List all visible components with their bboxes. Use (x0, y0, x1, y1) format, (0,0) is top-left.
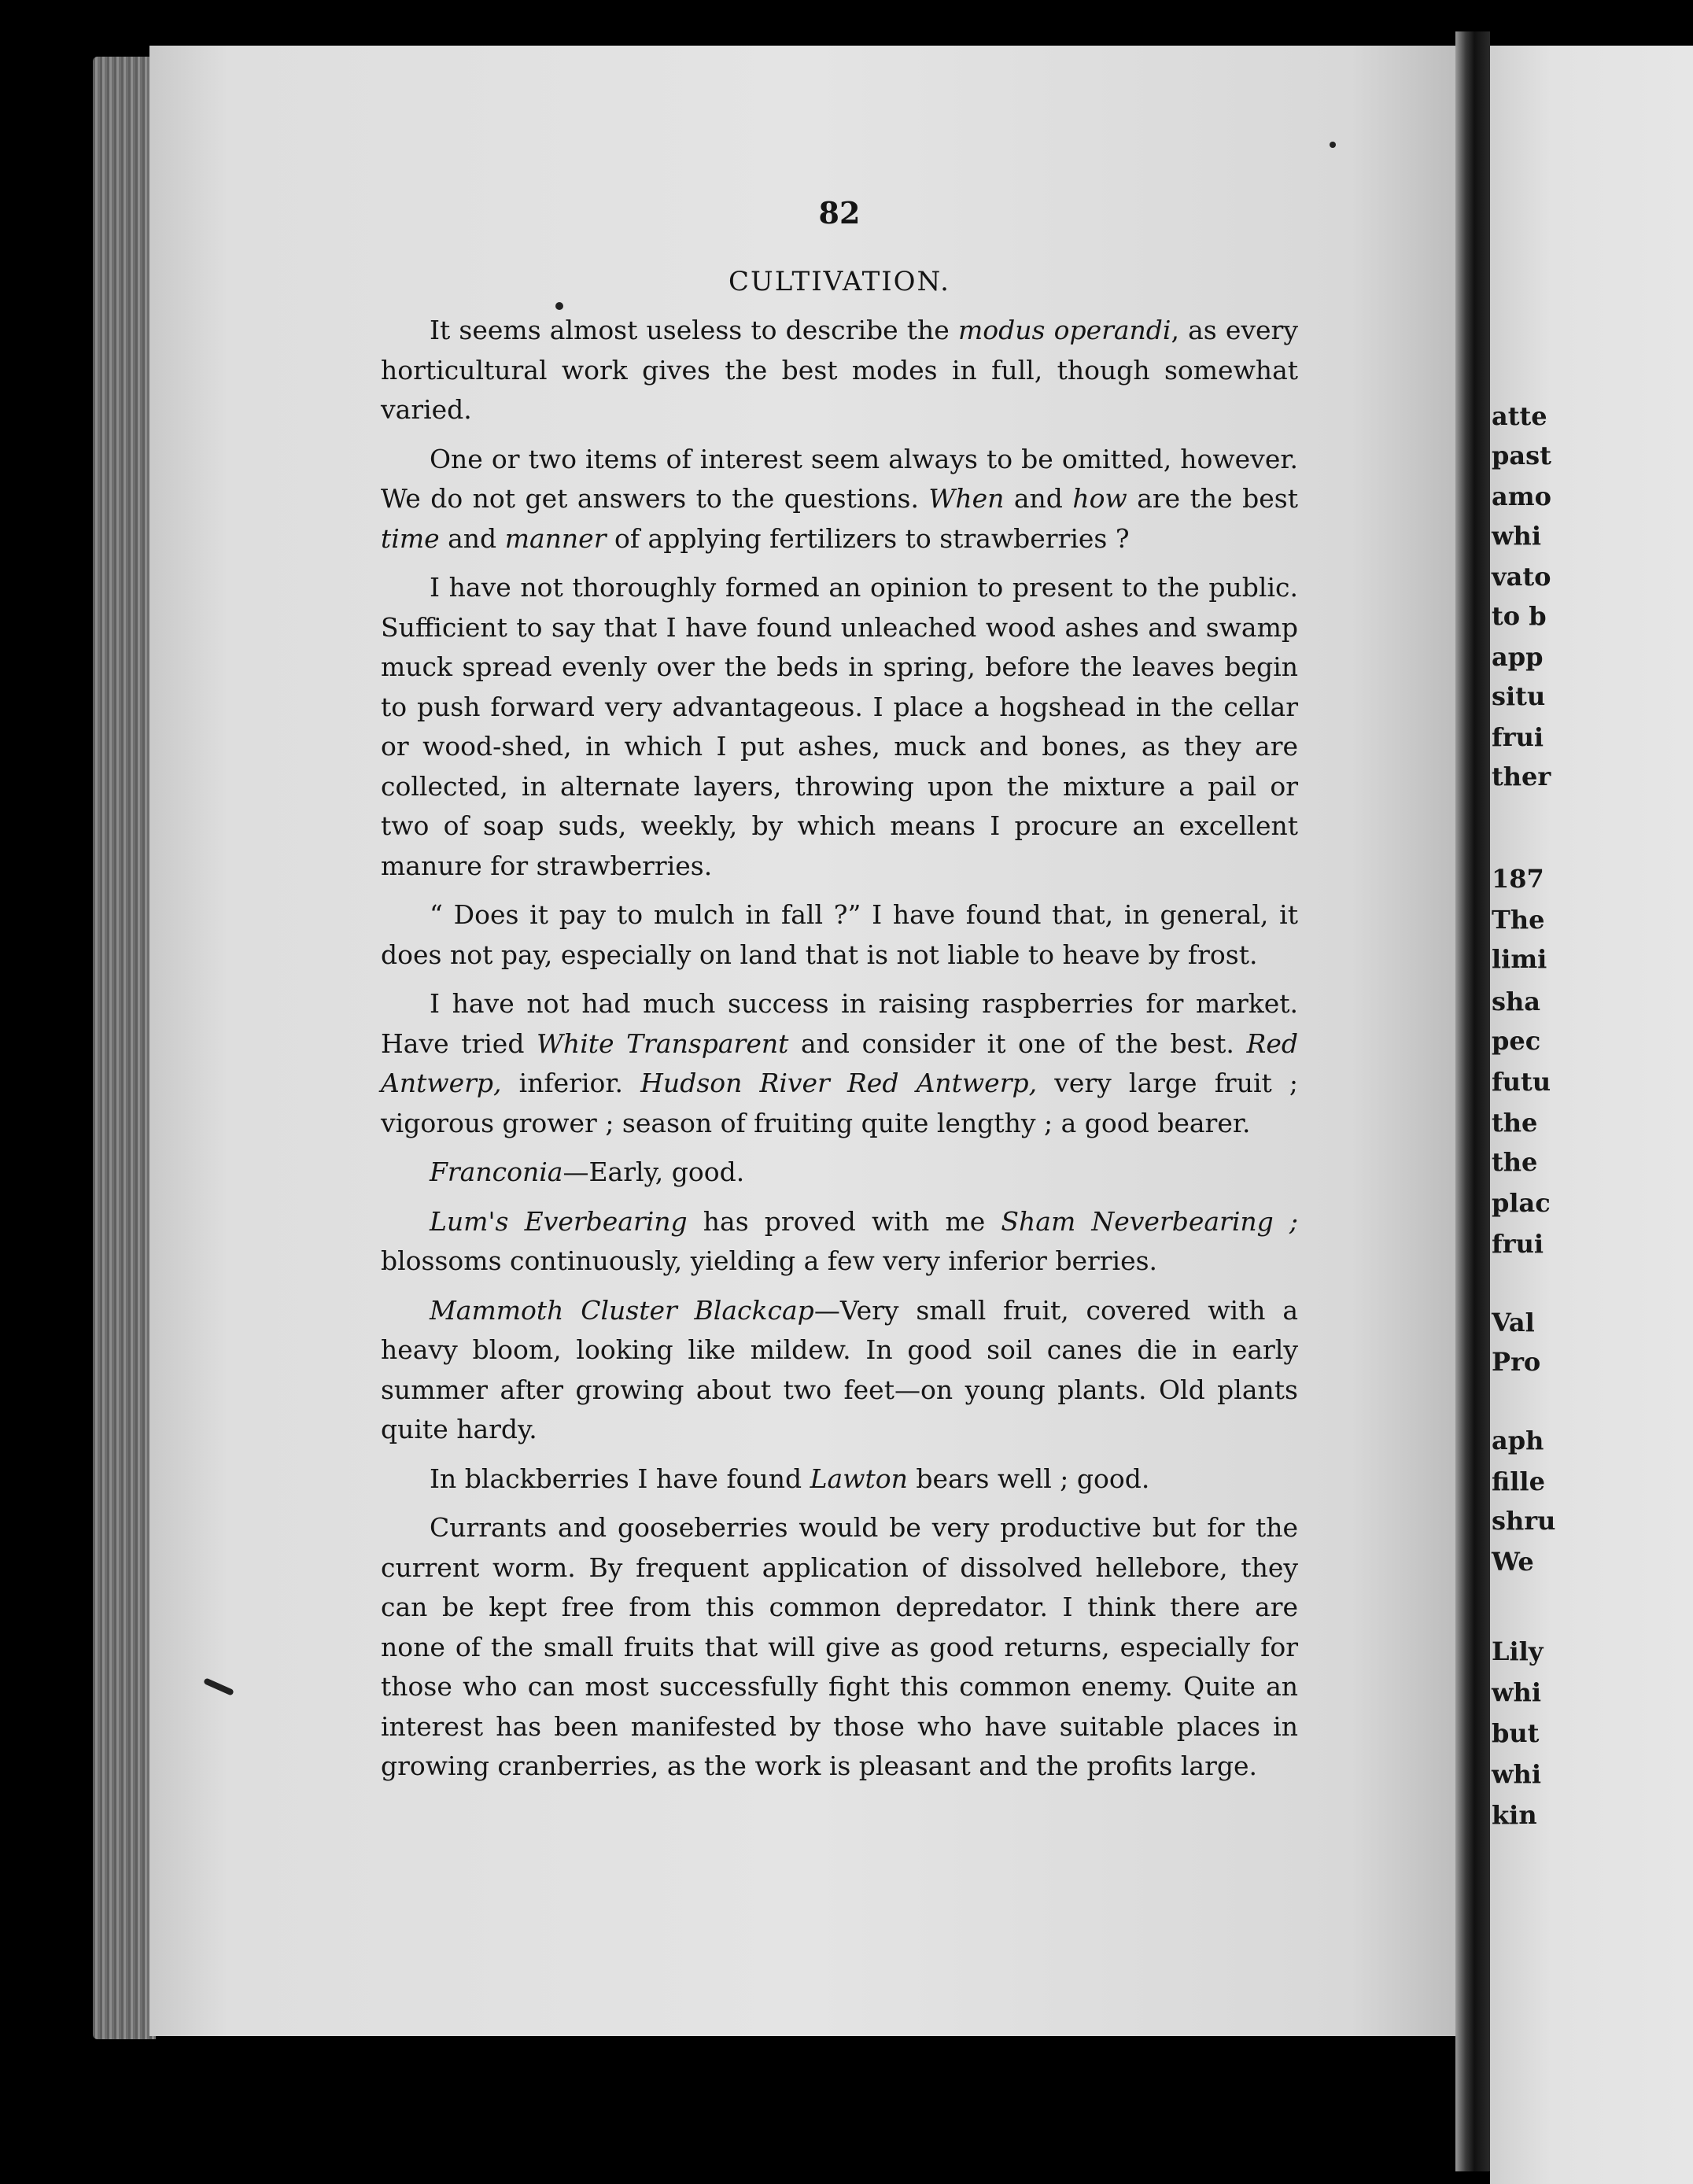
facing-page-line: atte (1492, 401, 1547, 431)
page-stack-edge (93, 57, 156, 2039)
italic-text: how (1072, 483, 1127, 514)
text-run: and (1004, 483, 1073, 514)
italic-text: time (381, 522, 440, 554)
italic-text: Lum's Everbearing (430, 1205, 688, 1237)
page-text (381, 165, 1298, 1796)
facing-page-line: aph (1492, 1426, 1544, 1455)
paragraph (381, 1291, 1298, 1450)
facing-page-line: fille (1492, 1466, 1545, 1496)
italic-text: When (928, 483, 1005, 514)
facing-page-line: kin (1492, 1800, 1537, 1830)
text-run: —Very small fruit, covered with a heavy bloom, looking like mildew. In good soil canes die in early summer after growing about two feet—on young plants. Old plants quite hardy. (381, 1294, 1298, 1444)
italic-text: Hudson River Red Antwerp, (640, 1068, 1038, 1098)
facing-page-line: Lily (1492, 1636, 1544, 1666)
italic-text: Sham Neverbearing ; (1001, 1205, 1299, 1237)
text-run: and (439, 522, 505, 554)
scan-speck (555, 302, 563, 310)
paragraph (381, 1508, 1298, 1787)
facing-page-line: app (1492, 642, 1544, 672)
facing-page-line: shru (1492, 1506, 1556, 1536)
facing-page-line: but (1492, 1718, 1540, 1748)
facing-page-line: We (1492, 1547, 1534, 1577)
facing-page-line: sha (1492, 987, 1541, 1016)
italic-text: Red Antwerp, (381, 1027, 1298, 1098)
facing-page-line: vato (1492, 562, 1551, 592)
facing-page-line: the (1492, 1108, 1538, 1138)
text-run: of applying fertilizers to strawberries ? (606, 522, 1130, 554)
text-run: “ Does it pay to mulch in fall ?” I have found that, in general, it does not pay, especially on land that is not liable to heave by frost. (381, 899, 1298, 970)
text-run: blossoms continuously, yielding a few very inferior berries. (381, 1245, 1158, 1276)
facing-page-line: plac (1492, 1188, 1551, 1218)
facing-page-line: the (1492, 1147, 1538, 1177)
facing-page-line: futu (1492, 1067, 1551, 1097)
italic-text: modus operandi (957, 315, 1171, 345)
italic-text: manner (504, 522, 607, 554)
italic-text: Lawton (810, 1463, 908, 1494)
paragraph (381, 984, 1298, 1143)
facing-page-line: whi (1492, 1759, 1541, 1789)
paragraph (381, 895, 1298, 975)
text-run: In blackberries I have found (430, 1463, 810, 1494)
text-run: Currants and gooseberries would be very productive but for the current worm. By frequent application of dissolved hellebore, they can be kept free from this common depredator. I think there are none of the small fruits that will give as good returns, especially for those who can most successfully fight this common enemy. Quite an interest has been manifested by those who have suitable places in growing cranberries, as the work is pleasant and the profits large. (381, 1512, 1298, 1781)
paragraphs (381, 311, 1298, 1787)
facing-page-line: The (1492, 905, 1545, 935)
page-heading: CULTIVATION. (728, 265, 950, 297)
facing-page-line: frui (1492, 1229, 1544, 1259)
facing-page-line: amo (1492, 481, 1551, 511)
facing-page (1490, 46, 1693, 2184)
text-run: are the best (1127, 483, 1298, 514)
facing-page-line: past (1492, 441, 1551, 470)
scan-speck (1330, 142, 1336, 148)
facing-page-line: frui (1492, 722, 1544, 752)
book-gutter (1455, 31, 1490, 2171)
facing-page-line: whi (1492, 521, 1541, 551)
text-run: bears well ; good. (907, 1463, 1150, 1494)
text-run: —Early, good. (562, 1157, 745, 1187)
italic-text: Mammoth Cluster Blackcap (430, 1294, 814, 1326)
page-number: 82 (818, 195, 861, 231)
paragraph (381, 1153, 1298, 1193)
text-run: I have not had much success in raising raspberries for market. Have tried (381, 988, 1298, 1059)
facing-page-line: ther (1492, 762, 1551, 791)
italic-text: Franconia (430, 1157, 563, 1187)
paragraph (381, 1202, 1298, 1282)
facing-page-line: to b (1492, 601, 1547, 631)
facing-page-line: pec (1492, 1026, 1541, 1056)
facing-page-line: limi (1492, 944, 1547, 974)
facing-page-line: whi (1492, 1677, 1541, 1707)
facing-page-line: situ (1492, 681, 1546, 711)
text-run: It seems almost useless to describe the (430, 315, 958, 345)
text-run: One or two items of interest seem always to be omitted, however. We do not get answers to the questions. (381, 443, 1298, 514)
facing-page-line: Val (1492, 1308, 1535, 1337)
text-run: inferior. (501, 1068, 641, 1098)
paragraph (381, 1459, 1298, 1500)
paragraph (381, 311, 1298, 430)
text-run: I have not thoroughly formed an opinion to present to the public. Sufficient to say that I have found unleached wood ashes and swamp muck spread evenly over the beds in spring, before the leaves begin to push forward very advantageous. I place a hogshead in the cellar or wood-shed, in which I put ashes, muck and bones, as they are collected, in alternate layers, throwing upon the mixture a pail or two of soap suds, weekly, by which means I procure an excellent manure for strawberries. (381, 572, 1298, 881)
facing-page-line: Pro (1492, 1347, 1541, 1377)
italic-text: White Transparent (537, 1027, 789, 1059)
facing-page-line: 187 (1492, 864, 1544, 894)
paragraph (381, 440, 1298, 559)
text-run: has proved with me (687, 1205, 1001, 1237)
text-run: very large fruit ; vigorous grower ; season of fruiting quite lengthy ; a good bearer. (381, 1068, 1298, 1138)
paragraph (381, 568, 1298, 886)
text-run: and consider it one of the best. (788, 1027, 1247, 1059)
text-run: , as every horticultural work gives the best modes in full, though somewhat varied. (381, 315, 1298, 425)
